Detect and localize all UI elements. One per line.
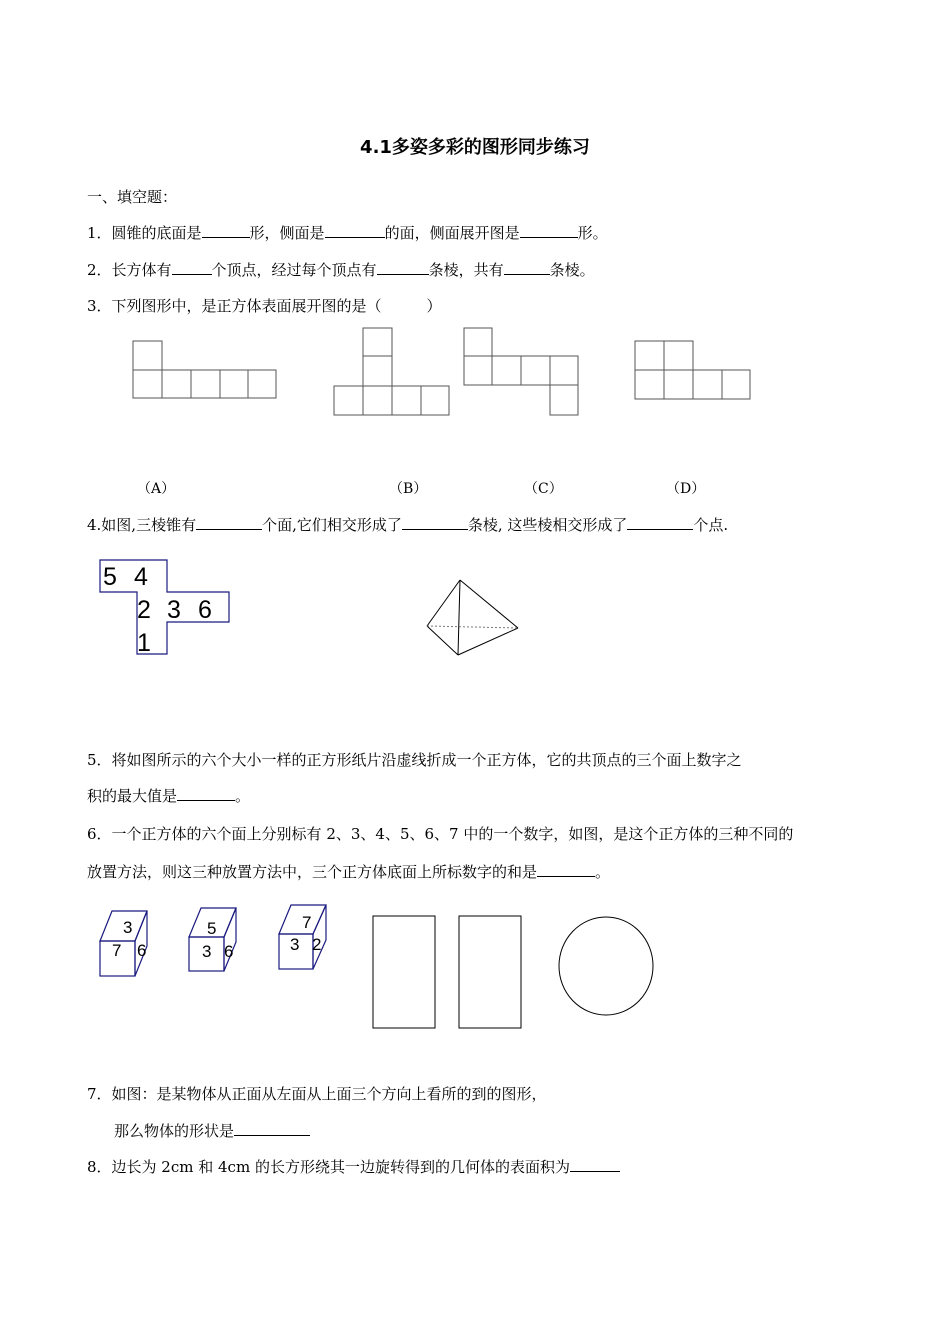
left-view-rectangle: [459, 916, 521, 1028]
answer-blank[interactable]: [402, 515, 468, 530]
q1-text-c: 的面，侧面展开图是: [384, 224, 520, 242]
option-a-label: （A）: [137, 481, 176, 497]
q8-text: 8．边长为 2cm 和 4cm 的长方形绕其一边旋转得到的几何体的表面积为: [87, 1158, 570, 1176]
q2-text-a: 2．长方体有: [87, 261, 172, 279]
q4-text-c: 条棱, 这些棱相交形成了: [467, 516, 628, 534]
net-option-b: [334, 328, 449, 415]
q5-text-b: 。: [235, 787, 251, 805]
question-7-line-1: 7．如图：是某物体从正面从左面从上面三个方向上看所的到的图形，: [87, 1085, 547, 1103]
q6-text-b: 。: [595, 863, 611, 881]
question-1: [87, 222, 608, 243]
cube-3-side-number: 2: [312, 935, 322, 954]
option-c-label: （C）: [524, 481, 563, 497]
net-option-c: [464, 328, 578, 415]
q6-text-a: 放置方法，则这三种放置方法中，三个正方体底面上所标数字的和是: [87, 863, 538, 881]
q1-text-b: 形，侧面是: [249, 224, 325, 242]
q5-text-a: 积的最大值是: [87, 787, 178, 805]
answer-blank[interactable]: [504, 260, 550, 275]
answer-blank[interactable]: [377, 260, 429, 275]
front-view-rectangle: [373, 916, 435, 1028]
question-6-line-2: [87, 861, 610, 882]
answer-blank[interactable]: [325, 223, 385, 238]
net-number: 6: [198, 596, 212, 624]
option-b-label: （B）: [389, 481, 428, 497]
question-3: 3．下列图形中，是正方体表面展开图的是（ ）: [87, 297, 442, 315]
answer-blank[interactable]: [196, 515, 262, 530]
answer-blank[interactable]: [570, 1157, 620, 1172]
cube-3-front-number: 3: [290, 935, 300, 954]
answer-blank[interactable]: [627, 515, 693, 530]
q2-text-c: 条棱，共有: [428, 261, 504, 279]
question-5-line-1: 5．将如图所示的六个大小一样的正方形纸片沿虚线折成一个正方体，它的共顶点的三个面上数字之: [87, 751, 742, 769]
q1-text-d: 形。: [577, 224, 608, 242]
question-2: [87, 259, 595, 280]
q2-text-b: 个顶点，经过每个顶点有: [211, 261, 377, 279]
answer-blank[interactable]: [172, 260, 212, 275]
net-number: 3: [167, 596, 181, 624]
question-8: [87, 1156, 620, 1177]
question-6-line-1: 6．一个正方体的六个面上分别标有 2、3、4、5、6、7 中的一个数字，如图，是这个正方体的三种不同的: [87, 825, 794, 843]
q1-text-a: 1．圆锥的底面是: [87, 224, 202, 242]
net-number: 1: [137, 629, 151, 657]
q4-text-a: 4.如图,三棱锥有: [87, 516, 197, 534]
q2-text-d: 条棱。: [549, 261, 595, 279]
cube-2-front-number: 3: [202, 942, 212, 961]
q4-text-d: 个点.: [693, 516, 729, 534]
answer-blank[interactable]: [537, 862, 595, 877]
cube-2-top-number: 5: [207, 919, 217, 938]
net-option-d: [635, 341, 750, 399]
section-heading: 一、填空题：: [87, 188, 178, 206]
net-number: 4: [134, 563, 148, 591]
answer-blank[interactable]: [520, 223, 578, 238]
q4-text-b: 个面,它们相交形成了: [262, 516, 402, 534]
net-option-a: [133, 341, 276, 398]
cube-2-side-number: 6: [224, 942, 234, 961]
top-view-circle: [559, 917, 653, 1015]
q7-text-a: 那么物体的形状是: [114, 1122, 235, 1140]
answer-blank[interactable]: [177, 786, 235, 801]
question-5-line-2: [87, 785, 250, 806]
question-7-line-2: [114, 1120, 310, 1141]
answer-blank[interactable]: [234, 1121, 310, 1136]
cube-1-side-number: 6: [137, 941, 147, 960]
net-number: 2: [137, 596, 151, 624]
cube-1-top-number: 3: [123, 918, 133, 937]
cube-1-front-number: 7: [112, 941, 122, 960]
page-title: 4.1多姿多彩的图形同步练习: [360, 137, 590, 158]
option-d-label: （D）: [666, 481, 706, 497]
net-number: 5: [103, 563, 117, 591]
triangular-pyramid: [427, 580, 518, 655]
answer-blank[interactable]: [202, 223, 250, 238]
question-4: [87, 514, 728, 535]
cube-3-top-number: 7: [302, 913, 312, 932]
